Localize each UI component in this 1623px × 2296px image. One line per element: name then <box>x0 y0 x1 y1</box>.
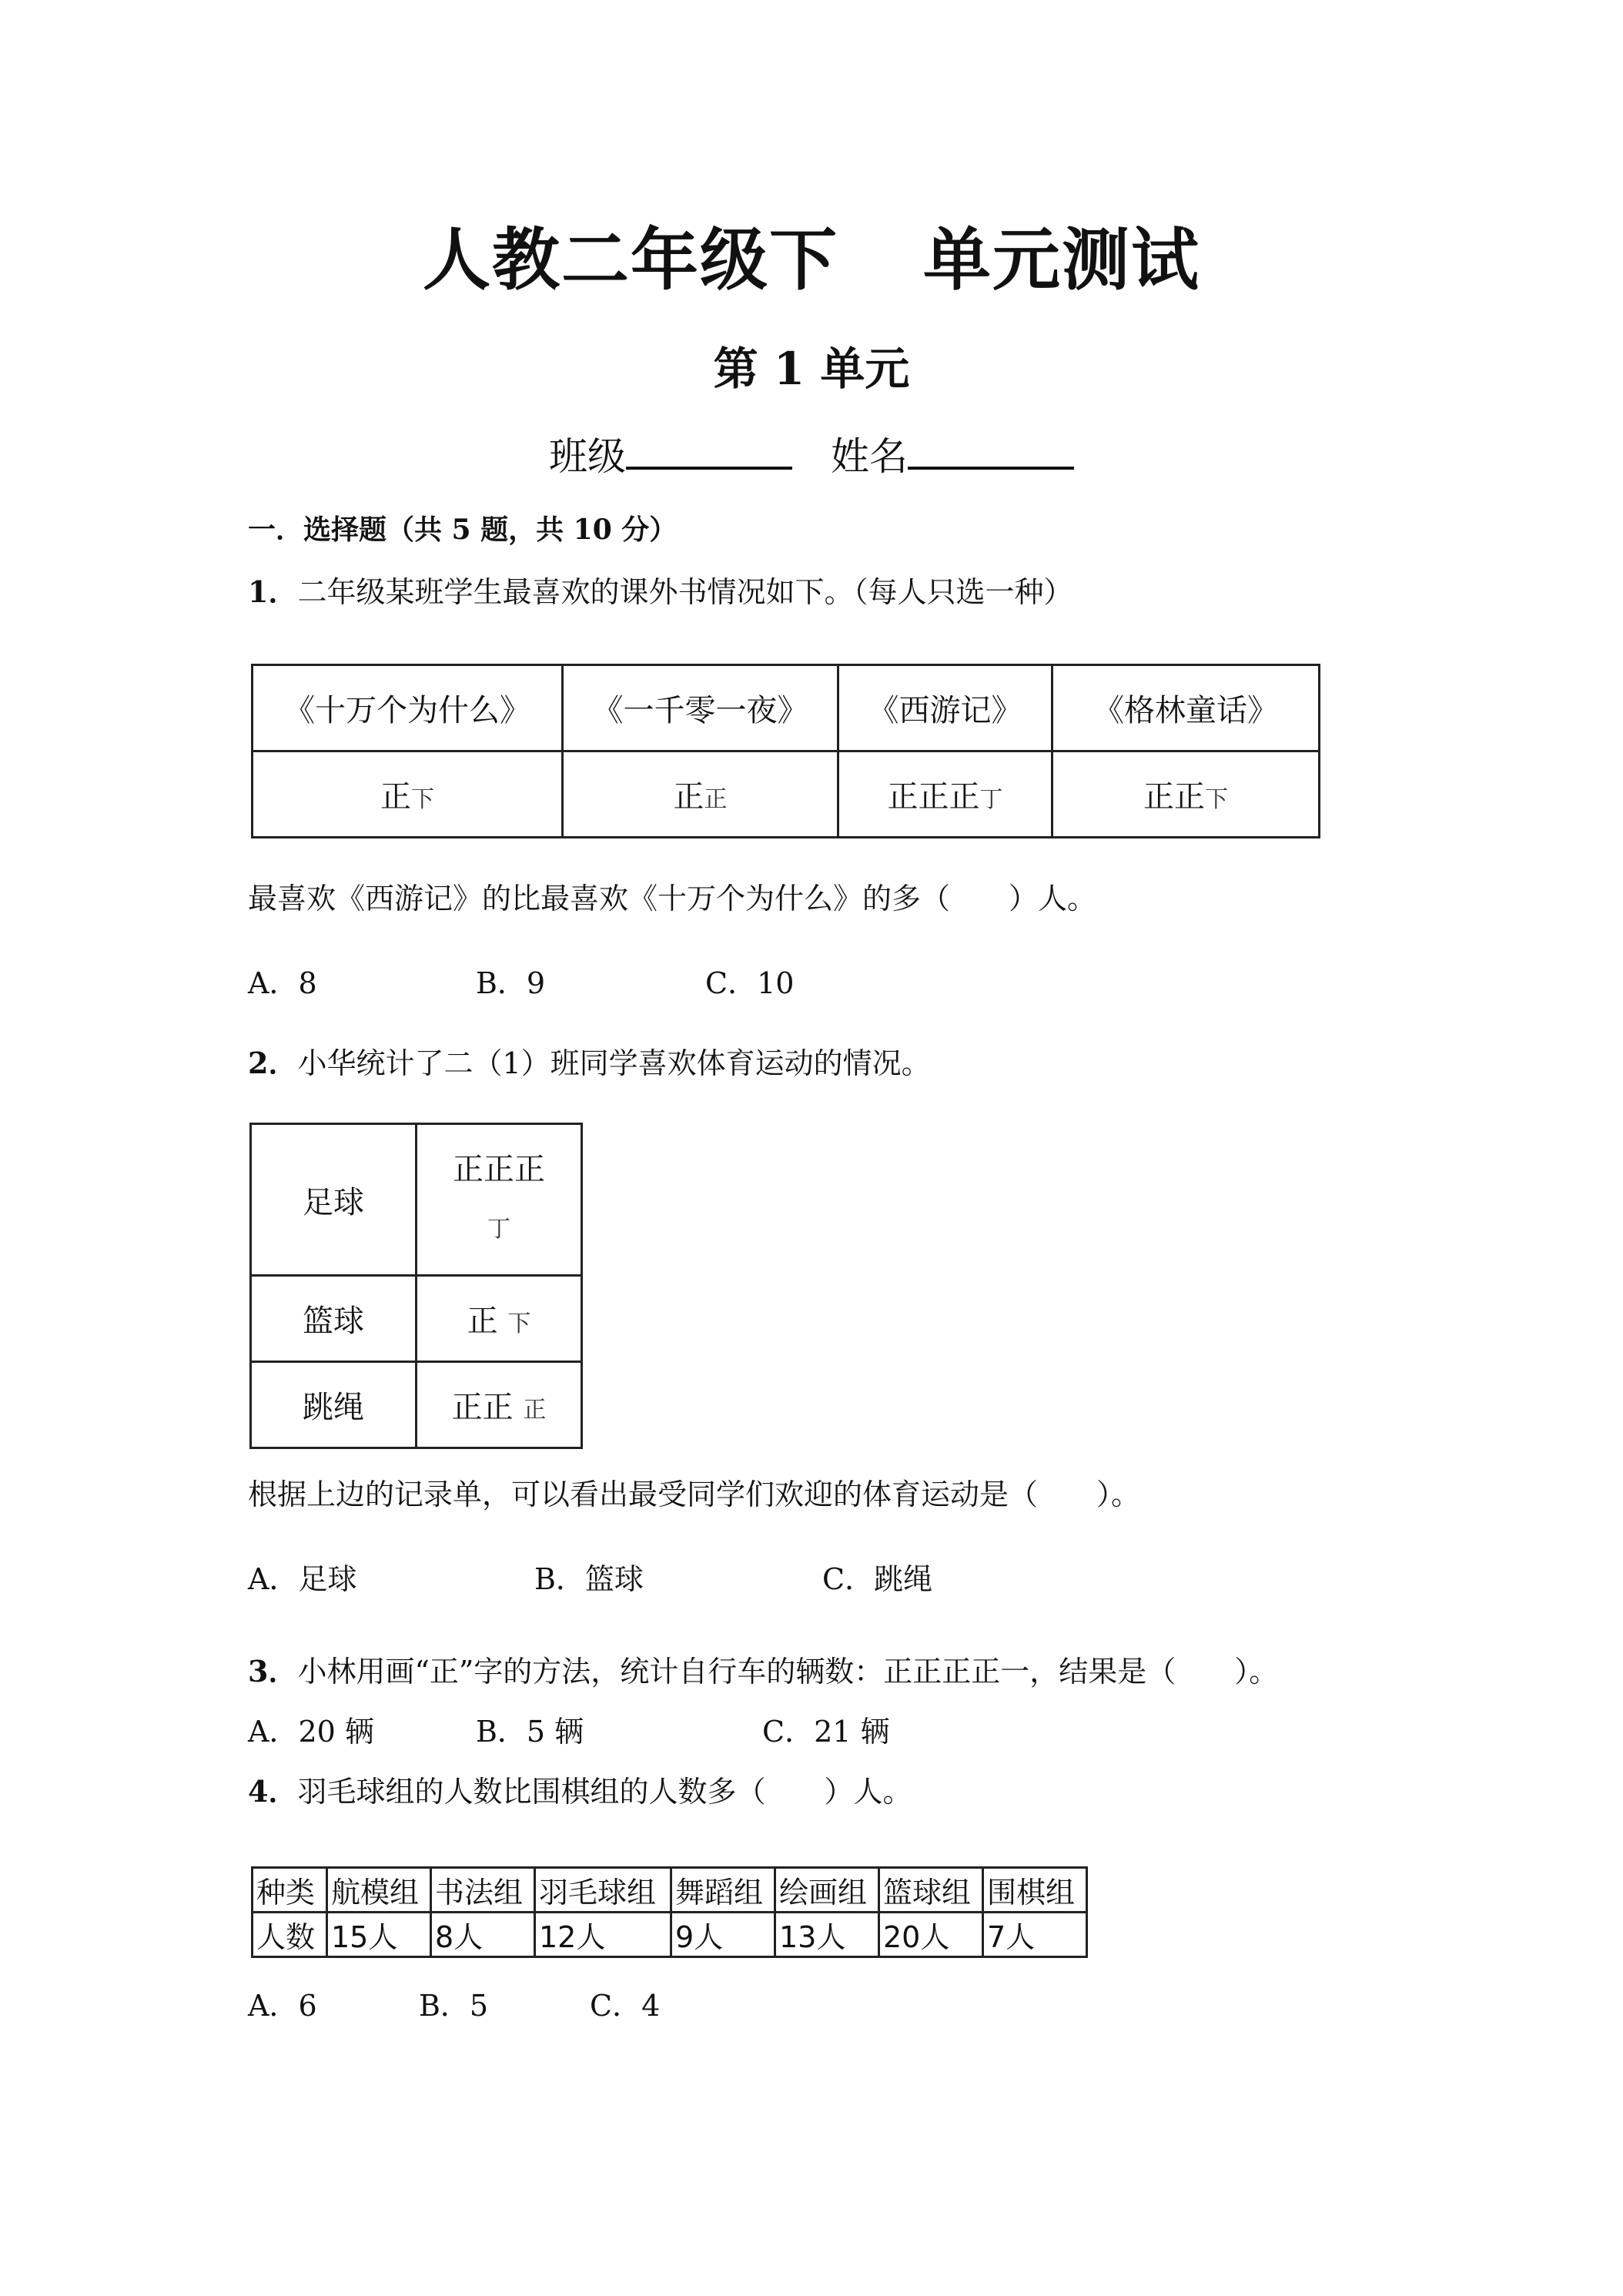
q2-tally-cell <box>417 1362 582 1448</box>
q4-cell: 篮球组 <box>879 1868 983 1913</box>
q1-question: 最喜欢《西游记》的比最喜欢《十万个为什么》的多（ ）人。 <box>248 882 1097 915</box>
q4-club-table <box>251 1866 1088 1958</box>
q1-tally-cell <box>563 751 838 838</box>
q2-tally-cell <box>417 1124 582 1276</box>
tally-mark: 正 <box>704 786 728 813</box>
tally-text: 正正正 <box>887 779 980 815</box>
q2-sport-cell: 篮球 <box>251 1276 417 1362</box>
tally-text: 正 <box>673 779 704 815</box>
question-2 <box>248 1039 931 1082</box>
q3-number: 3． <box>248 1654 298 1689</box>
q2-option-c[interactable]: C．跳绳 <box>822 1562 933 1596</box>
tally-mark: 下 <box>411 786 434 813</box>
q1-header-cell: 《格林童话》 <box>1052 665 1320 751</box>
q3-option-a[interactable]: A．20 辆 <box>248 1715 374 1749</box>
page-title <box>0 206 1623 303</box>
q4-cell: 绘画组 <box>775 1868 879 1913</box>
q4-option-b[interactable]: B．5 <box>419 1989 489 2023</box>
q4-cell: 人数 <box>253 1913 327 1957</box>
q4-option-a[interactable]: A．6 <box>248 1989 317 2023</box>
q1-text: 二年级某班学生最喜欢的课外书情况如下。（每人只选一种） <box>297 575 1073 609</box>
q1-header-cell: 《十万个为什么》 <box>253 665 563 751</box>
question-4 <box>248 1768 912 1810</box>
q1-tally-cell <box>253 751 563 838</box>
q4-cell: 8人 <box>431 1913 535 1957</box>
q1-header-cell: 《西游记》 <box>838 665 1052 751</box>
name-blank[interactable] <box>908 434 1074 470</box>
tally-text: 正 <box>467 1304 498 1339</box>
unit-heading: 第 1 单元 <box>713 343 910 395</box>
student-info-line <box>0 426 1623 481</box>
q2-sport-cell: 跳绳 <box>251 1362 417 1448</box>
q1-number: 1． <box>248 574 298 609</box>
question-1 <box>248 568 1073 611</box>
q4-cell: 舞蹈组 <box>671 1868 775 1913</box>
q2-question: 根据上边的记录单，可以看出最受同学们欢迎的体育运动是（ ）。 <box>248 1478 1141 1511</box>
tally-mark: 丁 <box>487 1216 510 1243</box>
tally-mark: 下 <box>507 1310 531 1337</box>
q4-number: 4． <box>248 1774 298 1809</box>
tally-text: 正正 <box>1143 779 1205 815</box>
tally-mark: 丁 <box>979 786 1003 813</box>
q3-option-c[interactable]: C．21 辆 <box>762 1715 890 1749</box>
q4-cell: 书法组 <box>431 1868 535 1913</box>
q3-option-b[interactable]: B．5 辆 <box>476 1715 584 1749</box>
tally-text: 正正 <box>451 1390 514 1425</box>
q4-cell: 15人 <box>327 1913 431 1957</box>
q4-cell: 12人 <box>535 1913 671 1957</box>
q4-options <box>248 1982 660 2024</box>
q4-cell: 9人 <box>671 1913 775 1957</box>
q4-cell: 羽毛球组 <box>535 1868 671 1913</box>
q1-option-c[interactable]: C．10 <box>705 966 795 1000</box>
tally-mark: 下 <box>1205 786 1228 813</box>
q3-text: 小林用画“正”字的方法，统计自行车的辆数：正正正正一，结果是（ ）。 <box>297 1655 1279 1689</box>
q1-header-cell: 《一千零一夜》 <box>563 665 838 751</box>
class-blank[interactable] <box>626 434 792 470</box>
q2-tally-cell <box>417 1276 582 1362</box>
q4-text: 羽毛球组的人数比围棋组的人数多（ ）人。 <box>297 1775 912 1809</box>
q4-cell: 围棋组 <box>983 1868 1087 1913</box>
q4-cell: 13人 <box>775 1913 879 1957</box>
q1-option-a[interactable]: A．8 <box>248 966 317 1000</box>
q2-number: 2． <box>248 1046 298 1080</box>
q1-tally-cell <box>838 751 1052 838</box>
q4-cell: 航模组 <box>327 1868 431 1913</box>
section-heading: 一．选择题（共 5 题，共 10 分） <box>248 514 678 546</box>
question-3 <box>248 1648 1278 1690</box>
q2-text: 小华统计了二（1）班同学喜欢体育运动的情况。 <box>297 1046 931 1080</box>
title-left: 人教二年级下 <box>422 220 838 300</box>
q4-cell: 20人 <box>879 1913 983 1957</box>
name-label: 姓名 <box>831 434 908 479</box>
q4-cell: 7人 <box>983 1913 1087 1957</box>
q3-options <box>248 1708 890 1750</box>
title-right: 单元测试 <box>923 220 1201 300</box>
tally-text: 正 <box>380 779 411 815</box>
q1-book-table <box>251 664 1320 838</box>
q1-option-b[interactable]: B．9 <box>476 966 546 1000</box>
tally-text: 正正正 <box>453 1152 545 1187</box>
q4-option-c[interactable]: C．4 <box>590 1989 661 2023</box>
q2-option-a[interactable]: A．足球 <box>248 1562 357 1596</box>
q2-sport-cell: 足球 <box>251 1124 417 1276</box>
class-label: 班级 <box>549 434 626 479</box>
tally-mark: 正 <box>523 1397 547 1424</box>
q2-option-b[interactable]: B．篮球 <box>534 1562 644 1596</box>
q1-tally-cell <box>1052 751 1320 838</box>
q2-sport-table <box>249 1123 583 1449</box>
q4-cell: 种类 <box>253 1868 327 1913</box>
q2-options <box>248 1555 932 1598</box>
q1-options <box>248 959 794 1002</box>
